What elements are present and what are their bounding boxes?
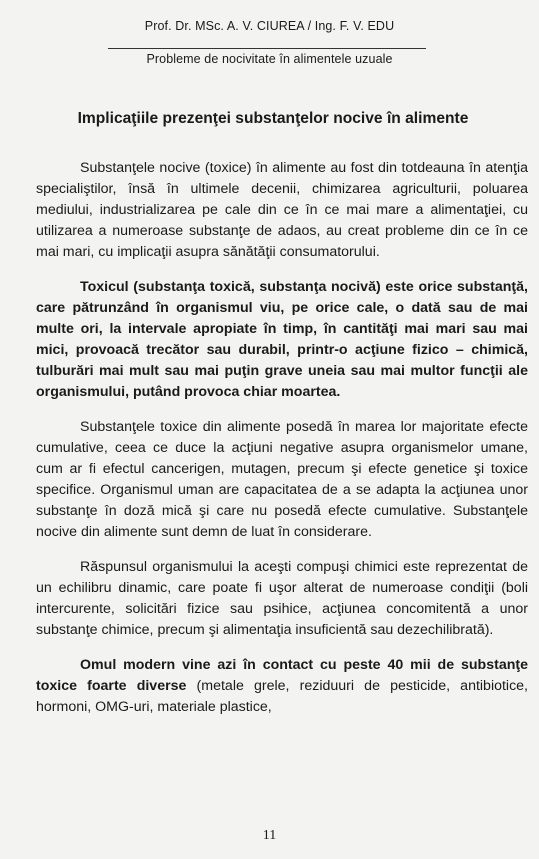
running-head-authors: Prof. Dr. MSc. A. V. CIUREA / Ing. F. V. EDU xyxy=(144,19,395,33)
paragraph-1: Substanţele nocive (toxice) în alimente au fost din totdeauna în atenţia specialiştilor, însă în ultimele decenii, chimizarea agriculturii, poluarea mediului, industrializarea pe cale din ce în ce mai mare a alimentaţiei, cu utilizarea a numeroase substanţe de adaos, au creat probleme din ce în ce mai mari, cu implicaţii asupra sănătăţii consumatorului. xyxy=(36,160,528,260)
paragraph-5-rest: (metale grele, reziduuri de pesticide, antibiotice, hormoni, OMG-uri, materiale plastice, xyxy=(36,678,529,715)
page-number: 11 xyxy=(262,828,277,843)
paragraph-5-bold: Omul modern vine azi în contact cu peste 40 mii de substanţe toxice foarte diverse xyxy=(36,657,528,694)
body-text xyxy=(36,158,528,718)
paragraph-5 xyxy=(36,655,528,718)
paragraph-3: Substanţele toxice din alimente posedă în marea lor majoritate efecte cumulative, ceea ce duce la acţiuni negative asupra organismelor umane, cum ar fi efectul cancerigen, mutagen, precum şi efecte genetice şi toxice specifice. Organismul uman are capacitatea de a se adapta la acţiunea unor substanţe în doză mică şi care nu posedă efecte cumulative. Substanţele nocive din alimente sunt demn de luat în considerare. xyxy=(36,419,528,540)
section-title: Implicaţiile prezenţei substanţelor nocive în alimente xyxy=(77,110,469,127)
paragraph-4: Răspunsul organismului la aceşti compuşi chimici este reprezentat de un echilibru dinamic, care poate fi uşor alterat de numeroase condiţii (boli intercurente, solicitări fizice sau psihice, acţiunea concomitentă a unor substanţe chimice, precum şi alimentaţia insuficientă sau dezechilibrată). xyxy=(36,559,528,638)
running-head-book-title: Probleme de nocivitate în alimentele uzuale xyxy=(146,52,393,66)
header-rule xyxy=(108,48,426,49)
paragraph-2-definition: Toxicul (substanţa toxică, substanţa nocivă) este orice substanţă, care pătrunzând în organismul viu, pe orice cale, o dată sau de mai multe ori, la intervale apropiate în timp, în cantităţi mai mari sau mai mici, provoacă trecător sau durabil, printr-o acţiune fizico – chimică, tulburări mai mult sau mai puţin grave uneia sau mai multor funcţii ale organismului, putând provoca chiar moartea. xyxy=(36,279,528,400)
